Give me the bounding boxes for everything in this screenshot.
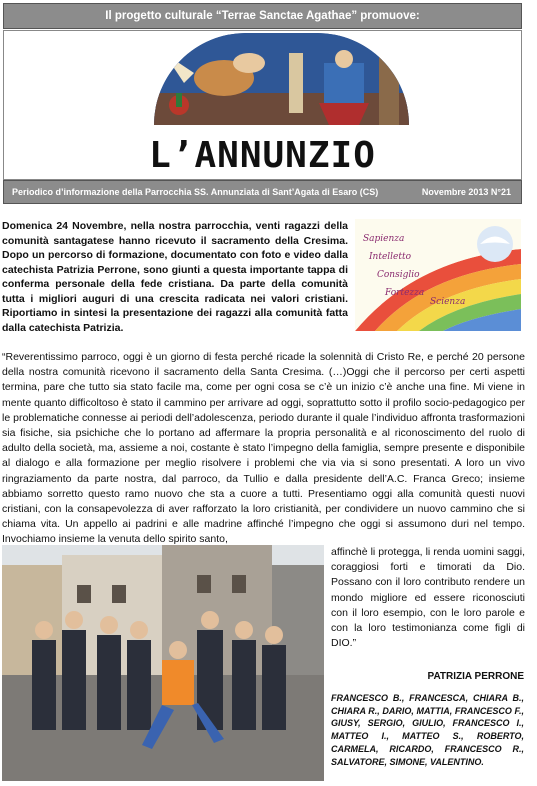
gift-word: Consiglio [377, 270, 420, 280]
holy-spirit-gifts-artwork [355, 219, 521, 331]
annunciation-fresco-image [154, 33, 409, 125]
group-photo-image [2, 545, 324, 781]
author-signature: PATRIZIA PERRONE [427, 671, 524, 682]
intro-paragraph: Domenica 24 Novembre, nella nostra parrocchia, venti ragazzi della comunità santagatese hanno ricevuto il sacramento della Cresima. Dopo un percorso di formazione, documentato con foto e video dalla catechista Patrizia Perrone, sono giunti a questa importante tappa di conferma personale della fede cristiana. Da parte della comunità tutta i migliori auguri di una crescita radicata nei valori cristiani. Riportiamo in sintesi la presentazione dei ragazzi alla comunità fatta dalla catechista Patrizia. [2, 220, 348, 334]
subtitle-banner [3, 180, 522, 204]
gift-word: Sapienza [363, 234, 405, 244]
confirmands-names: FRANCESCO B., FRANCESCA, CHIARA B., CHIARA R., DARIO, MATTIA, FRANCESCO F., GIUSY, SERGIO, GIULIO, FRANCESCO I., MATTEO I., MATTEO S., ROBERTO, CARMELA, RICARDO, FRANCESCO R., SALVATORE, SIMONE, VALENTINO. [331, 693, 524, 767]
masthead [3, 30, 522, 180]
gift-word: Scienza [430, 297, 466, 307]
catechist-speech-continued: affinchè li protegga, li renda uomini saggi, coraggiosi forti e timorati da Dio. Possano con il loro contributo rendere un mondo migliore ed essere riconosciuti con il loro esempio, con le loro parole e con la loro testimonianza come figli di DIO.” [331, 546, 525, 650]
gift-word: Intelletto [369, 252, 412, 262]
promo-text: Il progetto culturale “Terrae Sanctae Agathae” promuove: [105, 10, 420, 22]
publication-description: Periodico d’informazione della Parrocchia SS. Annunziata di Sant’Agata di Esaro (CS) [12, 187, 379, 197]
catechist-speech: “Reverentissimo parroco, oggi è un giorno di festa perché ricade la solennità di Cristo Re, e perché 20 persone della nostra comunità ricevono il sacramento della Santa Cresima. (…)Oggi che il percorso per certi aspetti termina, pare che tutto sia stato facile ma, come per ogni cosa se c’è un inizio c’è anche una fine. Mi viene in mente quanto difficoltoso è stato il cammino per arrivare ad oggi, soprattutto sotto il profilo socio-pedagogico per le problematiche connesse ai periodi dell’adolescenza, periodo durante il quale l’individuo affronta trasformazioni sia fisiche, sia psichiche che lo portano ad affermare la propria personalità e al riconoscimento del ruolo di adulto della società, ma, assieme a noi, costante è stato l’impegno della famiglia, sempre presente e disponibile al dialogo e alla formazione per meglio risolvere i problemi che via via si sono presentati. A loro un vivo ringraziamento da parte nostra, dal parroco, da Tullio e dalla presidente dell’A.C. Franca Greco; insieme abbiamo sorretto questo ramo nuovo che sta a cuore a tutti. Presentiamo oggi alla comunità questi nuovi cristiani, con la consapevolezza di aver rafforzato la loro cristianità, per condividere un nuovo cammino che si chiama vita. Un appello ai padrini e alle madrine affinché l’impegno che oggi si assumono duri nel tempo. Invochiamo insieme la venuta dello spirito santo, [2, 351, 525, 546]
promo-banner [3, 3, 522, 29]
issue-date: Novembre 2013 N°21 [421, 187, 511, 197]
newspaper-title: L’ANNUNZIO [149, 135, 376, 176]
gift-word: Fortezza [385, 288, 425, 298]
